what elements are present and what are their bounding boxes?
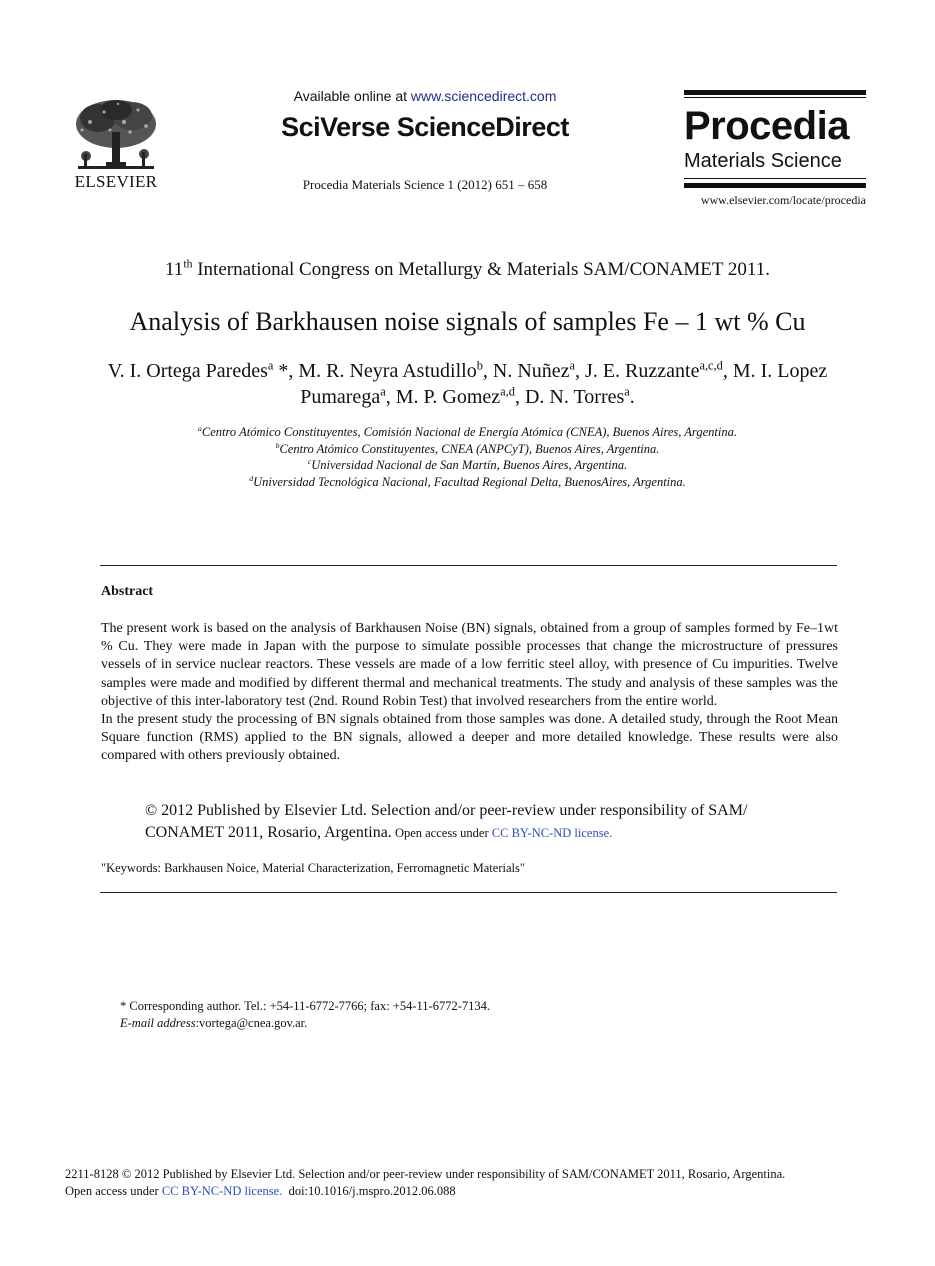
congress-line xyxy=(0,259,935,281)
author: M. R. Neyra Astudillo xyxy=(298,360,477,382)
affiliation-text: Universidad Nacional de San Martín, Buenos Aires, Argentina. xyxy=(311,458,628,472)
license-link[interactable]: CC BY-NC-ND license. xyxy=(491,826,613,840)
affiliation-text: Universidad Tecnológica Nacional, Facultad Regional Delta, BuenosAires, Argentina. xyxy=(253,474,686,489)
author: , M. I. Lopez Pumarega xyxy=(300,360,828,408)
journal-reference: Procedia Materials Science 1 (2012) 651 – 658 xyxy=(302,177,548,192)
affiliation xyxy=(100,424,835,441)
sciverse-logo: SciVerse ScienceDirect xyxy=(281,112,569,142)
congress-ordinal: th xyxy=(183,257,193,271)
author-list-end: . xyxy=(629,386,635,408)
abstract-paragraph: The present work is based on the analysis of Barkhausen Noise (BN) signals, obtained from a group of samples formed by Fe–1wt % Cu. They were made in Japan with the purpose to simulate possible processes that change the microstructure of pressures vessels of in service nuclear reactors. These vessels are made of a low ferritic steel alloy, with presence of Cu impurities. Twelve samples were made and modified by different thermal and mechanical treatments. The study and analysis of these samples was the objective of this inter-laboratory test (2nd. Round Robin Test) that involved researchers from the entire world. xyxy=(101,621,838,709)
abstract-rule-top xyxy=(100,565,837,566)
footnote-email xyxy=(120,1015,820,1032)
affiliation-mark: d xyxy=(249,473,254,483)
author: , M. P. Gomez xyxy=(385,386,501,408)
author: V. I. Ortega Paredes xyxy=(107,360,268,382)
abstract-body xyxy=(101,620,838,766)
bottom-matter xyxy=(65,1166,885,1200)
author-affiliation-mark: a xyxy=(380,384,386,399)
affiliation-list xyxy=(100,424,835,490)
bottom-license-line xyxy=(65,1183,885,1200)
author-affiliation-mark: a xyxy=(569,358,576,373)
affiliation-text: Centro Atómico Constituyentes, CNEA (ANPCyT), Buenos Aires, Argentina. xyxy=(279,441,660,456)
affiliation-mark: c xyxy=(307,456,312,466)
author-affiliation-mark: a xyxy=(624,384,630,399)
copyright-text: © 2012 Published by Elsevier Ltd. Selection and/or peer-review under responsibility of SAM/ CONAMET 2011, Rosario, Argentina. xyxy=(145,802,748,841)
license-link[interactable]: CC BY-NC-ND license. xyxy=(161,1184,283,1198)
author: , J. E. Ruzzante xyxy=(575,360,700,382)
masthead-rule-bottom xyxy=(684,183,866,188)
paper-title: Analysis of Barkhausen noise signals of samples Fe – 1 wt % Cu xyxy=(129,307,806,336)
available-prefix: Available online at xyxy=(293,88,411,104)
affiliation-text: Centro Atómico Constituyentes, Comisión Nacional de Energía Atómica (CNEA), Buenos Aires, Argentina. xyxy=(201,425,737,439)
masthead-rule-bottom-thin xyxy=(684,178,866,179)
affiliation xyxy=(100,457,835,474)
abstract-rule-bottom xyxy=(100,892,837,893)
congress-number: 11 xyxy=(165,259,184,280)
corresponding-mark: *, xyxy=(273,360,299,382)
affiliation xyxy=(100,474,835,491)
congress-text: International Congress on Metallurgy & Materials SAM/CONAMET 2011. xyxy=(192,259,770,280)
abstract-paragraph: In the present study the processing of BN signals obtained from those samples was done. A detailed study, through the Root Mean Square function (RMS) applied to the BN signals, allowed a deeper and more detailed knowledge. These results were also compared with others previously obtained. xyxy=(101,712,838,764)
author-affiliation-mark: a,c,d xyxy=(699,358,723,373)
open-access-label: Open access under xyxy=(65,1184,162,1198)
procedia-url[interactable]: www.elsevier.com/locate/procedia xyxy=(700,193,866,207)
open-access-label: Open access under xyxy=(391,826,492,840)
elsevier-wordmark: ELSEVIER xyxy=(74,172,158,191)
author: , D. N. Torres xyxy=(514,386,625,408)
doi: doi:10.1016/j.mspro.2012.06.088 xyxy=(282,1184,456,1198)
abstract-heading: Abstract xyxy=(101,584,154,599)
procedia-subtitle: Materials Science xyxy=(684,150,842,172)
issn-copyright: 2211-8128 © 2012 Published by Elsevier Ltd. Selection and/or peer-review under responsibility of SAM/CONAMET 2011, Rosario, Argentina. xyxy=(65,1167,786,1181)
affiliation-mark: b xyxy=(275,440,280,450)
footnote-contact: * Corresponding author. Tel.: +54-11-6772-7766; fax: +54-11-6772-7134. xyxy=(120,999,491,1013)
procedia-logo: Procedia xyxy=(684,104,849,148)
available-online xyxy=(240,88,610,104)
author-affiliation-mark: b xyxy=(476,358,483,373)
masthead-rule-top-thin xyxy=(684,97,866,98)
author: , N. Nuñez xyxy=(482,360,570,382)
masthead-rule-top xyxy=(684,90,866,95)
author-affiliation-mark: a xyxy=(267,358,274,373)
corresponding-footnote xyxy=(120,998,820,1032)
author-list xyxy=(100,358,835,410)
affiliation xyxy=(100,441,835,458)
sciencedirect-link[interactable]: www.sciencedirect.com xyxy=(410,88,557,104)
email-label: E-mail address xyxy=(120,1016,196,1030)
author-affiliation-mark: a,d xyxy=(500,384,515,399)
affiliation-mark: a xyxy=(198,423,202,433)
keywords: "Keywords: Barkhausen Noice, Material Characterization, Ferromagnetic Materials" xyxy=(101,861,525,875)
copyright-notice xyxy=(145,800,795,844)
email-address[interactable]: :vortega@cnea.gov.ar. xyxy=(195,1016,308,1030)
